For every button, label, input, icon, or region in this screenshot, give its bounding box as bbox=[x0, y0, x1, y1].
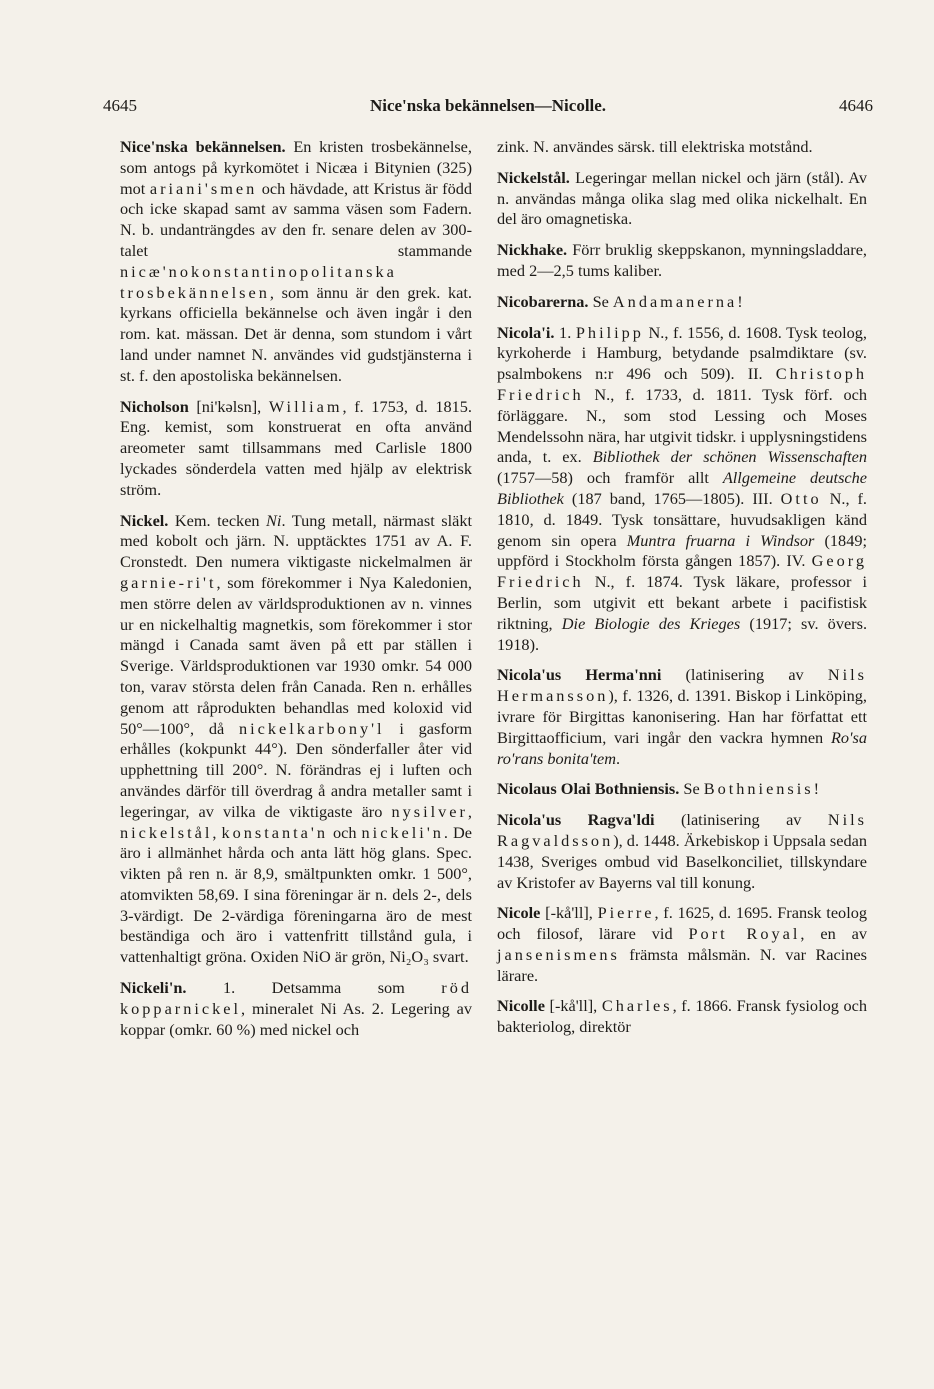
entry-text: och hävdade, att Kristus är född och icke skapad samt av samma väsen som Fadern. N. b. undanträngdes av den fr. senare delen av 300-talet stammande bbox=[120, 178, 472, 260]
entry-text: Philipp bbox=[575, 322, 644, 342]
running-title: Nice'nska bekännelsen—Nicolle. bbox=[369, 96, 607, 115]
entry-nicole bbox=[497, 903, 867, 986]
entry-text: Ni bbox=[266, 510, 282, 530]
entry-text: Nils Hermansson bbox=[497, 665, 867, 706]
entry-nicolai bbox=[497, 323, 867, 656]
entry-text: Bothniensis bbox=[703, 779, 814, 799]
entry-text: Die Biologie des Krieges bbox=[561, 613, 741, 633]
entry-text: zink. N. användes särsk. till elektriska motstånd. bbox=[497, 137, 813, 156]
entry-nickelstal bbox=[497, 168, 867, 230]
entry-headword: Nicola'i. bbox=[497, 322, 555, 342]
entry-headword: Nicola'us Ragva'ldi bbox=[497, 810, 655, 830]
entry-text: (1849; uppförd i Stockholm första gången 1857). IV. bbox=[497, 530, 867, 571]
entry-text: N., f. 1556, d. 1608. Tysk teolog, kyrkoherde i Hamburg, betydande psalmdiktare (sv. psalmbokens n:r 496 och 509). II. bbox=[497, 322, 867, 384]
entry-text: Kem. tecken bbox=[168, 510, 267, 530]
entry-text: ), d. 1448. Ärkebiskop i Uppsala sedan 1438, Sveriges ombud vid Baselkonciliet, tillskyndare av Kristofer av Bayerns val till konung. bbox=[497, 830, 867, 892]
entry-text: Allgemeine deutsche Bibliothek bbox=[497, 468, 867, 508]
entry-text: N., f. 1810, d. 1849. Tysk tonsättare, huvudsakligen känd genom sin opera bbox=[497, 488, 867, 550]
entry-nicholson bbox=[120, 397, 472, 501]
entry-nicolaus-ragvaldi bbox=[497, 810, 867, 893]
entry-headword: Nicola'us Herma'nni bbox=[497, 665, 662, 685]
entry-text: [ni'kəlsn], bbox=[188, 396, 269, 416]
entry-text: Legeringar mellan nickel och järn (stål). Av n. användas många olika slag med olika nickelhalt. En del äro omagnetiska. bbox=[497, 167, 867, 229]
entry-nickelin bbox=[120, 978, 472, 1040]
entry-text: William bbox=[268, 396, 343, 416]
entry-text: N., f. 1874. Tysk läkare, professor i Berlin, som utgivit ett bekant arbete i pacifistisk riktning, bbox=[497, 572, 867, 633]
entry-text: Otto bbox=[780, 488, 822, 508]
entry-text: , en av bbox=[800, 924, 868, 944]
entry-text: . De äro i allmänhet hårda och anta lätt hög glans. Spec. vikten på ren n. är 8,9, smältpunkten omkr. 1 500°, atomvikten 58,69. I sina föreningar är n. dels 2-, dels 3-värdigt. De 2-värdiga föreningarna äro de mest beständiga och äro i vattenfritt tillstånd gula, i vattenhaltigt gröna. Oxiden NiO är grön, Ni₂O₃ svart. bbox=[120, 822, 472, 967]
entry-text: N., f. 1733, d. 1811. Tysk förf. och förläggare. N., som stod Lessing och Moses Mendelssohn nära, har utgivit tidskr. i upplysningstidens anda, t. ex. bbox=[497, 384, 867, 467]
entry-headword: Nickhake. bbox=[497, 240, 568, 260]
entry-text: röd kopparnickel bbox=[120, 978, 472, 1018]
entry-text: . bbox=[615, 748, 621, 768]
entry-headword: Nicolle bbox=[497, 996, 545, 1016]
entry-text: , bbox=[467, 801, 472, 821]
entry-text: Port Royal bbox=[688, 924, 801, 944]
entry-text: främsta målsmän. N. var Racines lärare. bbox=[497, 944, 867, 985]
entry-text: i gasform erhålles (kokpunkt 44°). Den sönderfaller åter vid upphettning till 200°. N. förändras ej i luften och användes därför till överdrag å andra metaller samt i legeringar, av vilka de viktigaste äro bbox=[120, 718, 472, 821]
entry-headword: Nickel. bbox=[120, 510, 169, 530]
page-number-right: 4646 bbox=[839, 96, 873, 115]
entry-text: ), f. 1326, d. 1391. Biskop i Linköping, ivrare för Birgittas kanonisering. Han har författat ett Birgittaofficium, vari ingår den vackra hymnen bbox=[497, 686, 867, 747]
entry-text: Christoph Friedrich bbox=[497, 364, 867, 404]
entry-text: nicæ'nokonstantinopolitanska trosbekännelsen bbox=[120, 261, 397, 302]
entry-headword: Nicole bbox=[497, 903, 541, 923]
entry-text: Se bbox=[588, 291, 613, 311]
entry-text: nickeli'n bbox=[361, 822, 444, 842]
entry-text: Andamanerna bbox=[612, 291, 738, 311]
page-header bbox=[103, 96, 873, 122]
right-column bbox=[497, 137, 867, 1048]
entry-nicobarerna bbox=[497, 292, 867, 313]
entry-text: , mineralet Ni As. 2. Legering av koppar (omkr. 60 %) med nickel och bbox=[120, 998, 472, 1039]
entry-text: jansenismens bbox=[497, 944, 620, 964]
entry-nickel-cont bbox=[497, 137, 867, 158]
entry-text: ! bbox=[813, 779, 820, 799]
entry-text: Se bbox=[679, 779, 704, 799]
entry-text: och bbox=[327, 822, 362, 842]
entry-text: ariani'smen bbox=[149, 178, 258, 198]
page-number-left: 4645 bbox=[103, 96, 137, 115]
entry-text: Pierre bbox=[597, 903, 655, 923]
entry-text: Ro'sa ro'rans bonita'tem bbox=[497, 727, 867, 768]
entry-text: [-kå'll], bbox=[544, 996, 602, 1016]
entry-text: ! bbox=[737, 291, 743, 311]
entry-nickel bbox=[120, 511, 472, 969]
entry-headword: Nickeli'n. bbox=[120, 978, 187, 998]
entry-nickhake bbox=[497, 240, 867, 282]
entry-text: Bibliothek der schönen Wissenschaften bbox=[592, 447, 867, 467]
entry-text: 1. bbox=[554, 322, 576, 342]
entry-text: , bbox=[212, 822, 222, 842]
entry-text: En kristen trosbekännelse, som antogs på kyrkomötet i Nicæa i Bitynien (325) mot bbox=[120, 137, 472, 198]
left-column bbox=[120, 137, 472, 1050]
entry-nicolle bbox=[497, 996, 867, 1038]
entry-text: konstanta'n bbox=[221, 822, 328, 842]
entry-text: , f. 1625, d. 1695. Fransk teolog och filosof, lärare vid bbox=[497, 903, 867, 944]
entry-text: Charles bbox=[601, 996, 673, 1016]
entry-text: , som förekommer i Nya Kaledonien, men större delen av världsproduktionen av n. vinnes ur en nickelhaltig magnetkis, som förekommer i stor mängd i Canada samt även på ett par ställen i Sverige. Världsproduktionen var 1930 omkr. 54 000 ton, varav största delen från Canada. Ren n. erhålles genom att råprodukten behandlas med koloxid vid 50°—100°, då bbox=[120, 572, 472, 738]
entry-text: nickelkarbony'l bbox=[238, 718, 385, 738]
entry-text: Förr bruklig skeppskanon, mynningsladdare, med 2—2,5 tums kaliber. bbox=[497, 240, 867, 280]
entry-nicolaus-olai bbox=[497, 779, 867, 800]
entry-headword: Nickelstål. bbox=[497, 167, 570, 187]
entry-text: [-kå'll], bbox=[540, 903, 598, 923]
entry-text: (latinisering av bbox=[661, 665, 828, 685]
entry-text: Georg Friedrich bbox=[497, 551, 867, 592]
entry-text: (187 band, 1765—1805). III. bbox=[563, 488, 781, 508]
entry-text: Muntra fruarna i Windsor bbox=[626, 530, 815, 550]
entry-text: 1. Detsamma som bbox=[186, 978, 442, 998]
entry-text: . Tung metall, närmast släkt med kobolt och järn. N. upptäcktes 1751 av A. F. Cronstedt. Den numera viktigaste nickelmalmen är bbox=[120, 510, 472, 572]
entry-text: garnie-ri't bbox=[120, 572, 217, 592]
entry-text: , f. 1753, d. 1815. Eng. kemist, som konstruerat en ofta använd areometer samt tillsammans med Carlisle 1800 lyckades sönderdela vatten med hjälp av elektrisk ström. bbox=[120, 396, 472, 499]
entry-text: (latinisering av bbox=[654, 810, 828, 830]
entry-nicolaus-hermanni bbox=[497, 665, 867, 769]
entry-text: Nils Ragvaldsson bbox=[497, 810, 868, 850]
entry-headword: Nice'nska bekännelsen. bbox=[120, 137, 286, 156]
entry-text: , som ännu är den grek. kat. kyrkans officiella bekännelse och även ingår i den rom. kat. mässan. Det är denna, som stundom i vårt land under namnet N. användes vid gudstjänsterna i st. f. den apostoliska bekännelsen. bbox=[120, 282, 472, 385]
entry-text: nysilver bbox=[391, 801, 468, 821]
entry-headword: Nicobarerna. bbox=[497, 291, 589, 311]
entry-text: nickelstål bbox=[120, 822, 213, 842]
entry-nicenska bbox=[120, 137, 472, 387]
entry-text: , f. 1866. Fransk fysiolog och bakteriolog, direktör bbox=[497, 996, 867, 1037]
entry-text: (1917; sv. övers. 1918). bbox=[497, 613, 868, 654]
entry-headword: Nicholson bbox=[120, 396, 189, 416]
entry-headword: Nicolaus Olai Bothniensis. bbox=[497, 779, 680, 799]
entry-text: (1757—58) och framför allt bbox=[497, 468, 723, 488]
